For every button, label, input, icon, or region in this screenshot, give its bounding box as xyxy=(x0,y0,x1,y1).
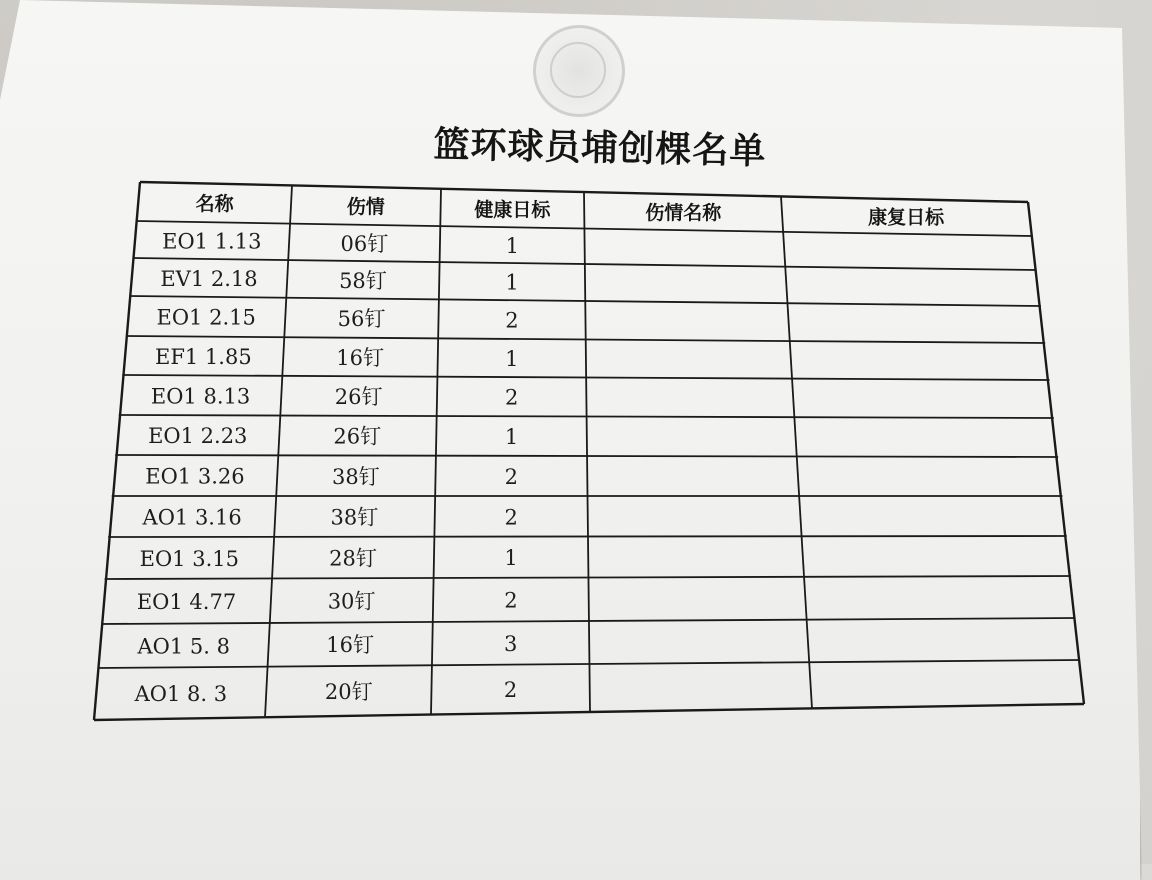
cell-name: AO1 3.16 xyxy=(142,505,242,530)
cell-injury: 06钉 xyxy=(340,231,389,256)
cell-injury: 20钉 xyxy=(324,679,373,704)
cell-health-target: 1 xyxy=(504,425,519,450)
cell-health-target: 1 xyxy=(504,546,518,571)
header-injury-name: 伤情名称 xyxy=(645,202,722,225)
table-column-line xyxy=(431,189,441,715)
cell-injury: 38钉 xyxy=(330,505,379,530)
cell-injury: 16钉 xyxy=(326,633,375,658)
cell-injury: 38钉 xyxy=(331,464,380,489)
cell-name: EO1 1.13 xyxy=(162,229,262,254)
cell-injury: 16钉 xyxy=(336,346,384,371)
cell-health-target: 1 xyxy=(505,347,519,372)
cell-injury: 56钉 xyxy=(337,307,386,332)
table-row-line xyxy=(94,704,1084,720)
cell-injury: 58钉 xyxy=(339,268,387,293)
cell-injury: 28钉 xyxy=(329,546,377,571)
cell-health-target: 2 xyxy=(504,464,519,489)
table-column-line xyxy=(265,185,292,717)
cell-name: AO1 8. 3 xyxy=(134,681,228,706)
cell-injury: 26钉 xyxy=(334,385,383,410)
cell-name: EO1 4.77 xyxy=(136,590,237,615)
cell-health-target: 3 xyxy=(504,632,518,657)
cell-name: EV1 2.18 xyxy=(160,266,258,291)
cell-health-target: 1 xyxy=(505,270,519,295)
cell-name: EO1 8.13 xyxy=(150,384,251,409)
table-column-line xyxy=(1028,202,1084,704)
cell-injury: 26钉 xyxy=(333,424,382,449)
cell-health-target: 2 xyxy=(504,385,519,410)
cell-name: EF1 1.85 xyxy=(155,345,252,370)
cell-injury: 30钉 xyxy=(327,589,376,614)
cell-health-target: 2 xyxy=(503,677,518,702)
cell-health-target: 2 xyxy=(504,588,518,613)
cell-health-target: 2 xyxy=(505,308,519,333)
header-injury: 伤情 xyxy=(346,195,385,218)
header-health-target: 健康日标 xyxy=(474,198,551,221)
cell-name: EO1 2.15 xyxy=(156,305,256,330)
cell-name: EO1 3.26 xyxy=(145,464,245,489)
document-title: 篮环球员埔创棵名单 xyxy=(433,124,767,173)
cell-name: EO1 2.23 xyxy=(148,424,248,449)
table-column-line xyxy=(584,192,590,712)
table-column-line xyxy=(94,182,140,720)
cell-name: EO1 3.15 xyxy=(139,546,239,571)
header-name: 名称 xyxy=(195,192,234,215)
cell-health-target: 2 xyxy=(504,505,518,530)
header-recovery-target: 康复日标 xyxy=(868,206,945,229)
cell-health-target: 1 xyxy=(505,234,519,259)
cell-name: AO1 5. 8 xyxy=(137,634,230,659)
table-column-line xyxy=(781,196,812,708)
